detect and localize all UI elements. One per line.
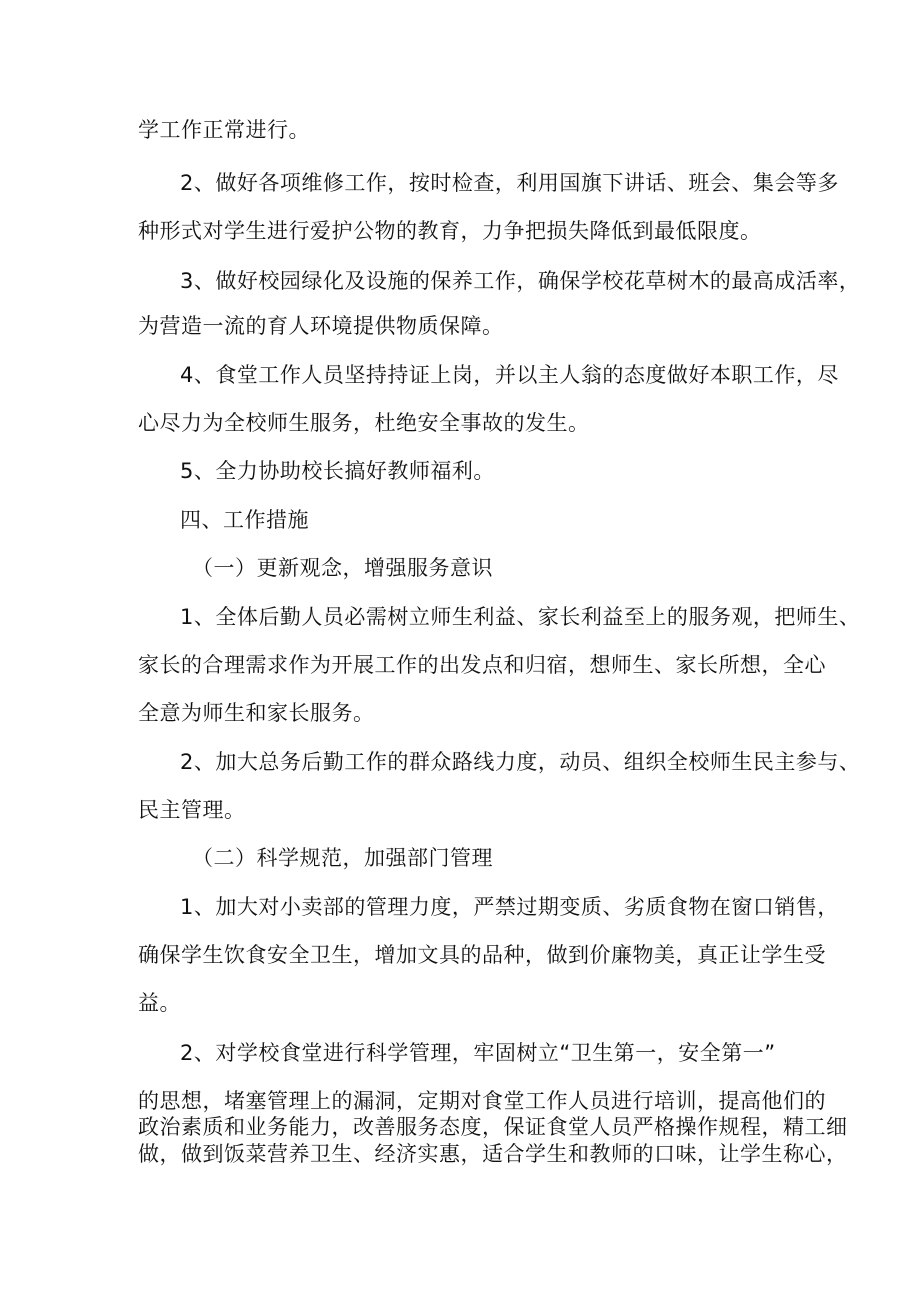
text-line: 1、全体后勤人员必需树立师生利益、家长利益至上的服务观，把师生、 — [180, 605, 861, 629]
text-line: 4、食堂工作人员坚持持证上岗，并以主人翁的态度做好本职工作，尽 — [180, 363, 839, 387]
text-line: 心尽力为全校师生服务，杜绝安全事故的发生。 — [138, 411, 590, 435]
text-line: 2、对学校食堂进行科学管理，牢固树立“卫生第一，安全第一” — [180, 1041, 776, 1065]
section-heading: 四、工作措施 — [180, 508, 309, 532]
text-line: 政治素质和业务能力，改善服务态度，保证食堂人员严格操作规程，精工细 — [138, 1115, 848, 1139]
text-line: 2、加大总务后勤工作的群众路线力度，动员、组织全校师生民主参与、 — [180, 750, 861, 774]
text-line: 种形式对学生进行爱护公物的教育，力争把损失降低到最低限度。 — [138, 219, 762, 243]
text-line: 的思想，堵塞管理上的漏洞，定期对食堂工作人员进行培训，提高他们的 — [138, 1089, 826, 1113]
text-line: 为营造一流的育人环境提供物质保障。 — [138, 314, 504, 338]
text-line: 益。 — [138, 991, 181, 1015]
text-line: 家长的合理需求作为开展工作的出发点和归宿，想师生、家长所想，全心 — [138, 653, 826, 677]
text-line: 全意为师生和家长服务。 — [138, 701, 375, 725]
subsection-heading: （二）科学规范，加强部门管理 — [192, 846, 493, 870]
subsection-heading: （一）更新观念，增强服务意识 — [192, 556, 493, 580]
text-line: 1、加大对小卖部的管理力度，严禁过期变质、劣质食物在窗口销售， — [180, 895, 839, 919]
text-line: 学工作正常进行。 — [138, 118, 310, 142]
text-line: 做，做到饭菜营养卫生、经济实惠，适合学生和教师的口味，让学生称心， — [138, 1142, 848, 1166]
text-line: 2、做好各项维修工作，按时检查，利用国旗下讲话、班会、集会等多 — [180, 171, 839, 195]
text-line: 3、做好校园绿化及设施的保养工作，确保学校花草树木的最高成活率， — [180, 269, 861, 293]
text-line: 民主管理。 — [138, 798, 246, 822]
text-line: 确保学生饮食安全卫生，增加文具的品种，做到价廉物美，真正让学生受 — [138, 943, 826, 967]
text-line: 5、全力协助校长搞好教师福利。 — [180, 459, 495, 483]
